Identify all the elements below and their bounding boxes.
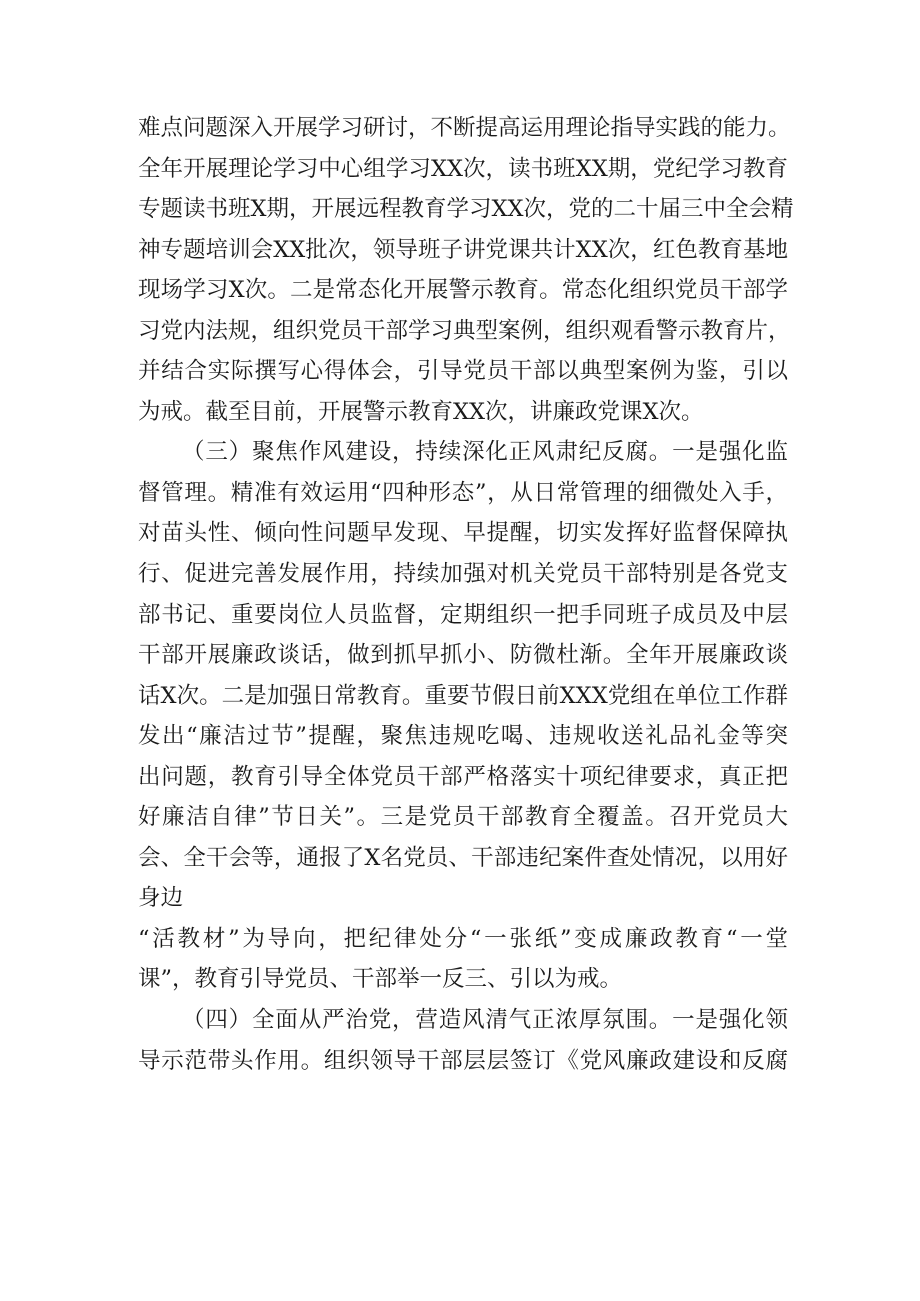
text-line: 身边 bbox=[138, 885, 184, 912]
text-line: 话X次。二是加强日常教育。重要节假日前XXX党组在单位工作群 bbox=[138, 682, 788, 709]
text-line: 习党内法规，组织党员干部学习典型案例，组织观看警示教育片， bbox=[138, 317, 791, 344]
text-line: “活教材”为导向，把纪律处分“一张纸”变成廉政教育“一堂 bbox=[138, 925, 788, 952]
text-line: 并结合实际撰写心得体会，引导党员干部以典型案例为鉴，引以 bbox=[138, 358, 788, 385]
text-line: 部书记、重要岗位人员监督，定期组织一把手同班子成员及中层 bbox=[138, 601, 788, 628]
text-line: 课”，教育引导党员、干部举一反三、引以为戒。 bbox=[138, 966, 623, 993]
text-line: 全年开展理论学习中心组学习XX次，读书班XX期，党纪学习教育 bbox=[138, 155, 788, 182]
section-heading-line: （三）聚焦作风建设，持续深化正风肃纪反腐。一是强化监 bbox=[182, 439, 788, 466]
text-line: 导示范带头作用。组织领导干部层层签订《党风廉政建设和反腐 bbox=[138, 1047, 788, 1074]
section-heading-line: （四）全面从严治党，营造风清气正浓厚氛围。一是强化领 bbox=[182, 1007, 788, 1034]
document-body bbox=[138, 108, 794, 1081]
text-line: 会、全干会等，通报了X名党员、干部违纪案件查处情况，以用好 bbox=[138, 844, 788, 871]
text-line: 现场学习X次。二是常态化开展警示教育。常态化组织党员干部学 bbox=[138, 277, 788, 304]
text-line: 行、促进完善发展作用，持续加强对机关党员干部特别是各党支 bbox=[138, 561, 788, 588]
text-line: 专题读书班X期，开展远程教育学习XX次，党的二十届三中全会精 bbox=[138, 196, 794, 223]
text-line: 神专题培训会XX批次，领导班子讲党课共计XX次，红色教育基地 bbox=[138, 236, 788, 263]
text-line: 发出“廉洁过节”提醒，聚焦违规吃喝、违规收送礼品礼金等突 bbox=[138, 723, 788, 750]
text-line: 好廉洁自律”节日关”。三是党员干部教育全覆盖。召开党员大 bbox=[138, 804, 788, 831]
text-line: 难点问题深入开展学习研讨，不断提高运用理论指导实践的能力。 bbox=[138, 115, 791, 141]
text-line: 督管理。精准有效运用“四种形态”，从日常管理的细微处入手， bbox=[138, 479, 788, 506]
text-line: 对苗头性、倾向性问题早发现、早提醒，切实发挥好监督保障执 bbox=[138, 520, 788, 547]
text-line: 出问题，教育引导全体党员干部严格落实十项纪律要求，真正把 bbox=[138, 763, 788, 790]
text-line: 干部开展廉政谈话，做到抓早抓小、防微杜渐。全年开展廉政谈 bbox=[138, 642, 788, 669]
text-line: 为戒。截至目前，开展警示教育XX次，讲廉政党课X次。 bbox=[138, 398, 704, 425]
